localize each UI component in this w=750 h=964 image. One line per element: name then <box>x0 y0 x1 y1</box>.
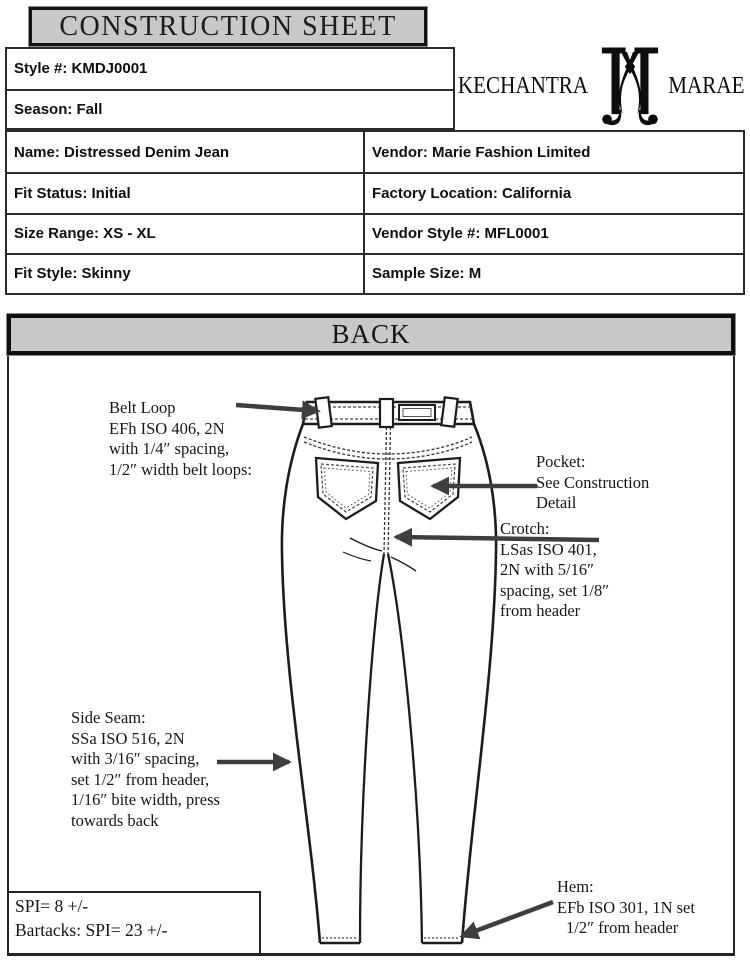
annotation-line: with 1/4″ spacing, <box>109 439 230 459</box>
table-cell <box>365 215 743 253</box>
annotation-line: Side Seam: <box>71 708 146 727</box>
table-row <box>7 172 743 212</box>
annotation-line: 1/2″ width belt loops: <box>109 459 252 479</box>
table-cell <box>7 215 365 253</box>
annotation-line: 1/16″ bite width, press <box>71 790 220 810</box>
table-row <box>7 132 743 172</box>
annotation-line: Hem: <box>557 877 594 896</box>
table-cell <box>365 132 743 172</box>
name-field: Name: Distressed Denim Jean <box>14 143 230 161</box>
garment-info-table <box>5 130 745 295</box>
belt-loop-annotation <box>109 398 252 480</box>
table-row <box>7 49 453 89</box>
size-range-field: Size Range: XS - XL <box>14 225 156 243</box>
brand-name-right: MARAE <box>667 72 745 99</box>
annotation-line: 1/2″ from header <box>566 918 679 938</box>
fit-style-field: Fit Style: Skinny <box>14 265 131 283</box>
view-title: BACK <box>331 319 411 349</box>
vendor-field: Vendor: Marie Fashion Limited <box>372 143 591 161</box>
annotation-line: Detail <box>536 493 577 513</box>
brand-logo <box>452 36 746 136</box>
stitch-spec-box <box>9 891 261 954</box>
table-row <box>7 213 743 253</box>
annotation-line: set 1/2″ from header, <box>71 769 210 789</box>
table-cell <box>7 174 365 212</box>
annotation-line: towards back <box>71 810 159 830</box>
hem-annotation <box>557 877 695 939</box>
annotation-line: Belt Loop <box>109 398 176 417</box>
annotation-line: SSa ISO 516, 2N <box>71 728 185 748</box>
spi-value: SPI= 8 +/- <box>15 896 89 916</box>
table-row <box>7 89 453 129</box>
annotation-line: from header <box>500 601 581 621</box>
pocket-annotation <box>536 452 649 514</box>
back-view-header <box>7 314 735 355</box>
table-cell <box>7 255 365 293</box>
style-season-table <box>5 47 455 130</box>
annotation-line: EFh ISO 406, 2N <box>109 418 225 438</box>
annotation-line: with 3/16″ spacing, <box>71 749 200 769</box>
table-cell <box>365 255 743 293</box>
factory-location-field: Factory Location: California <box>372 184 572 202</box>
side-seam-annotation <box>71 708 220 832</box>
sample-size-field: Sample Size: M <box>372 265 482 283</box>
sheet-title-box <box>29 7 427 46</box>
brand-name-left: KECHANTRA <box>457 72 588 99</box>
hem-arrow <box>462 902 553 936</box>
annotation-line: Pocket: <box>536 452 586 471</box>
bartacks-spi-value: Bartacks: SPI= 23 +/- <box>15 919 168 940</box>
annotation-line: See Construction <box>536 472 650 492</box>
annotation-line: Crotch: <box>500 519 550 538</box>
table-cell <box>7 132 365 172</box>
annotation-line: 2N with 5/16″ <box>500 560 594 580</box>
vendor-style-field: Vendor Style #: MFL0001 <box>372 225 549 243</box>
page-title: CONSTRUCTION SHEET <box>59 10 397 42</box>
season-field: Season: Fall <box>14 100 103 118</box>
kechantra-marae-monogram-icon <box>593 38 667 134</box>
table-cell <box>365 174 743 212</box>
style-number-field: Style #: KMDJ0001 <box>14 60 148 78</box>
annotation-line: LSas ISO 401, <box>500 539 597 559</box>
annotation-line: EFb ISO 301, 1N set <box>557 897 695 917</box>
table-row <box>7 253 743 293</box>
annotation-line: spacing, set 1/8″ <box>500 580 610 600</box>
crotch-annotation <box>500 519 609 622</box>
fit-status-field: Fit Status: Initial <box>14 184 131 202</box>
